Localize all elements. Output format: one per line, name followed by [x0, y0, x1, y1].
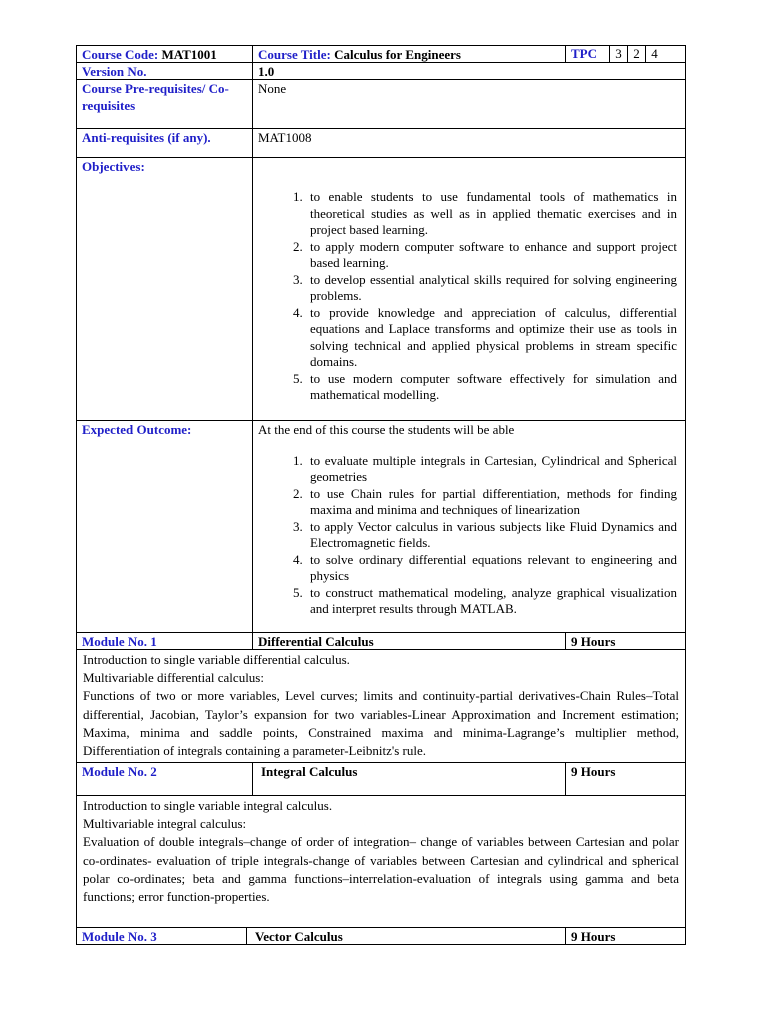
course-title-cell: [252, 45, 565, 63]
module-2-label-cell: [76, 762, 253, 796]
objective-item: 2. to apply modern computer software to enhance and support project based learning.: [306, 239, 677, 272]
outcome-list: [258, 453, 677, 618]
outcome-item: 3. to apply Vector calculus in various subjects like Fluid Dynamics and Electromagnetic fields.: [306, 519, 677, 552]
course-title-label: Course Title:: [258, 47, 331, 62]
module-3-title: Vector Calculus: [255, 929, 343, 944]
objectives-list-cell: [252, 157, 686, 421]
module-2-line: Introduction to single variable integral calculus.: [83, 798, 333, 813]
objectives-label: Objectives:: [82, 159, 145, 174]
course-code-cell: [76, 45, 252, 63]
module-2-hours-cell: [565, 762, 686, 796]
module-3-hours-cell: [565, 927, 686, 945]
tpc-theory: 3: [609, 46, 627, 62]
objective-item: 1. to enable students to use fundamental tools of mathematics in theoretical studies as well as in applied thematic exercises and in project based learning.: [306, 189, 677, 239]
outcome-item: 2. to use Chain rules for partial differentiation, methods for finding maxima and minima and techniques of linearization: [306, 486, 677, 519]
module-1-line: Multivariable differential calculus:: [83, 670, 264, 686]
objective-item: 4. to provide knowledge and appreciation of calculus, differential equations and Laplace transforms and optimize their use as tools in solving technical and applied physical problems in stream specific domains.: [306, 305, 677, 371]
tpc-credits: 4: [645, 46, 663, 62]
module-3-title-cell: [246, 927, 566, 945]
module-1-hours-cell: [565, 632, 686, 650]
module-1-title-cell: [252, 632, 566, 650]
module-2-line: Multivariable integral calculus:: [83, 816, 247, 832]
anti-value-cell: [252, 128, 686, 158]
module-2-paragraph: Evaluation of double integrals–change of order of integration– change of variables between Cartesian and polar co-ordinates- evaluation of triple integrals-change of variables between Cartesian and cylindrical and spherical polar co-ordinates; beta and gamma functions–interrelation-evaluation of integrals using gamma and beta functions; error function-properties.: [83, 834, 679, 905]
module-2-hours: 9 Hours: [571, 764, 616, 779]
prereq-label: Course Pre-requisites/ Co-requisites: [82, 81, 229, 113]
outcome-list-cell: [252, 420, 686, 633]
module-1-line: Introduction to single variable differential calculus.: [83, 652, 350, 667]
outcome-item: 1. to evaluate multiple integrals in Cartesian, Cylindrical and Spherical geometries: [306, 453, 677, 486]
prereq-value: None: [258, 81, 287, 96]
version-value-cell: [252, 62, 686, 80]
module-3-label-cell: [76, 927, 247, 945]
version-value: 1.0: [258, 64, 275, 79]
module-2-title-cell: [252, 762, 566, 796]
course-title-value: Calculus for Engineers: [334, 47, 461, 62]
anti-label: Anti-requisites (if any).: [82, 130, 211, 145]
objectives-list: [258, 189, 677, 404]
outcome-label-cell: [76, 420, 253, 633]
version-label: Version No.: [82, 64, 147, 79]
version-label-cell: [76, 62, 253, 80]
prereq-value-cell: [252, 79, 686, 129]
module-1-hours: 9 Hours: [571, 634, 616, 649]
tpc-practical: 2: [627, 46, 645, 62]
module-2-label: Module No. 2: [82, 764, 157, 779]
course-code-value: MAT1001: [161, 47, 217, 62]
module-1-title: Differential Calculus: [258, 634, 374, 649]
objective-item: 3. to develop essential analytical skills required for solving engineering problems.: [306, 272, 677, 305]
anti-label-cell: [76, 128, 253, 158]
objectives-label-cell: [76, 157, 253, 421]
module-3-hours: 9 Hours: [571, 929, 616, 944]
prereq-label-cell: [76, 79, 253, 129]
module-2-content-cell: [76, 795, 686, 928]
objective-item: 5. to use modern computer software effectively for simulation and mathematical modelling.: [306, 371, 677, 404]
module-1-label-cell: [76, 632, 253, 650]
anti-value: MAT1008: [258, 130, 312, 145]
module-2-title: Integral Calculus: [261, 764, 358, 779]
module-3-label: Module No. 3: [82, 929, 157, 944]
module-1-label: Module No. 1: [82, 634, 157, 649]
module-1-content-cell: [76, 649, 686, 763]
outcome-label: Expected Outcome:: [82, 422, 192, 437]
tpc-label: TPC: [571, 46, 597, 61]
outcome-item: 4. to solve ordinary differential equations relevant to engineering and physics: [306, 552, 677, 585]
course-code-label: Course Code:: [82, 47, 159, 62]
outcome-item: 5. to construct mathematical modeling, analyze graphical visualization and interpret results through MATLAB.: [306, 585, 677, 618]
tpc-cell: [565, 45, 686, 63]
outcome-intro: At the end of this course the students will be able: [258, 422, 515, 437]
module-1-paragraph: Functions of two or more variables, Level curves; limits and continuity-partial derivatives-Chain Rules–Total differential, Jacobian, Taylor’s expansion for two variables-Linear Approximation and Increment estimation; Maxima, minima and saddle points, Constrained maxima and minima-Lagrange’s multiplier method, Differentiation of integrals containing a parameter-Leibnitz's rule.: [83, 688, 679, 759]
